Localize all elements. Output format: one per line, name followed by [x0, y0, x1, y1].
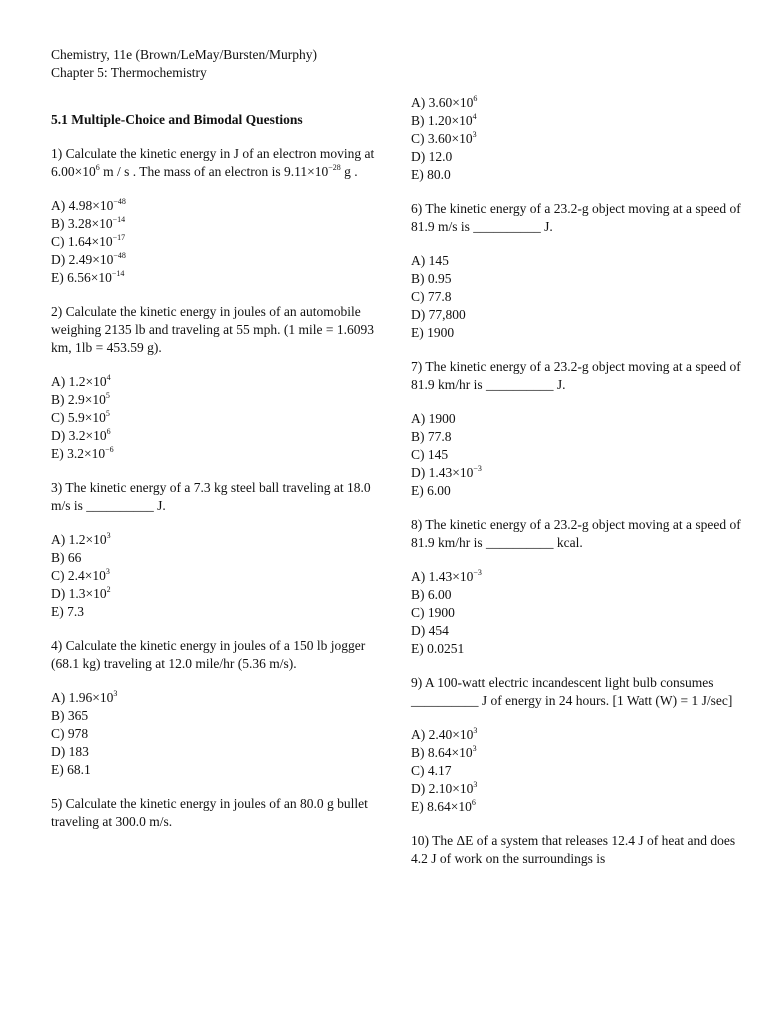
answer-choice: C) $1.64\times 10^{-17}$ [51, 232, 126, 249]
answer-choices [411, 410, 741, 500]
answer-choice: C) 1900 [411, 605, 455, 620]
right-column [411, 94, 741, 884]
answer-choice: A) $4.98\times 10^{-48}$ [51, 196, 126, 213]
question-text: 2) Calculate the kinetic energy in joules of an automobile weighing 2135 lb and traveling at 55 mph. (1 mile = 1.6093 km, 1lb = 453.59 g). [51, 304, 374, 355]
answer-choice: C) 4.17 [411, 763, 452, 778]
answer-choice: A) $1.96\times 10^3$ [51, 688, 118, 705]
question-9 [411, 674, 741, 816]
question-text: 3) The kinetic energy of a 7.3 kg steel ball traveling at 18.0 m/s is __________ J. [51, 480, 371, 513]
question-text: 1) Calculate the kinetic energy in J of an electron moving at $6.00\times 10^6$ m / s . The mass of an electron is $9.11\times 10^{-28}$ g . [51, 146, 375, 179]
answer-choice: B) 365 [51, 708, 89, 723]
question-4 [51, 637, 381, 779]
answer-choice: C) 77.8 [411, 289, 452, 304]
answer-choice: E) 1900 [411, 325, 455, 340]
question-text: 4) Calculate the kinetic energy in joules of a 150 lb jogger (68.1 kg) traveling at 12.0 mile/hr (5.36 m/s). [51, 638, 366, 671]
book-title: Chemistry, 11e (Brown/LeMay/Bursten/Murphy) [51, 47, 317, 62]
answer-choice: D) 12.0 [411, 149, 453, 164]
answer-choice: A) $2.40\times 10^3$ [411, 725, 478, 742]
answer-choices [411, 726, 741, 816]
question-2 [51, 303, 381, 463]
answer-choice: E) 68.1 [51, 762, 91, 777]
question-text: 6) The kinetic energy of a 23.2-g object moving at a speed of 81.9 m/s is __________ J. [411, 201, 741, 234]
answer-choice: A) 145 [411, 253, 449, 268]
answer-choice: C) $3.60\times 10^3$ [411, 129, 477, 146]
answer-choice: A) $1.2\times 10^4$ [51, 372, 111, 389]
answer-choice: B) $1.20\times 10^4$ [411, 111, 477, 128]
question-7 [411, 358, 741, 500]
answer-choice: B) 66 [51, 550, 82, 565]
answer-choice: A) $3.60\times 10^6$ [411, 93, 478, 110]
answer-choice: D) $2.49\times 10^{-48}$ [51, 250, 126, 267]
answer-choice: A) $1.43\times 10^{-3}$ [411, 567, 482, 584]
answer-choice: C) 145 [411, 447, 449, 462]
answer-choices [411, 568, 741, 658]
answer-choice: B) $2.9\times 10^5$ [51, 390, 110, 407]
answer-choice: C) $2.4\times 10^3$ [51, 566, 110, 583]
answer-choice: D) 454 [411, 623, 449, 638]
question-10 [411, 832, 741, 868]
answer-choices [51, 373, 381, 463]
left-column [51, 111, 381, 847]
answer-choices [51, 531, 381, 621]
question-1 [51, 145, 381, 287]
answer-choice: E) $6.56\times 10^{-14}$ [51, 268, 125, 285]
answer-choice: B) $3.28\times 10^{-14}$ [51, 214, 126, 231]
question-text: 9) A 100-watt electric incandescent light bulb consumes __________ J of energy in 24 hours. [1 Watt (W) = 1 J/sec] [411, 675, 733, 708]
answer-choice: B) 6.00 [411, 587, 452, 602]
answer-choice: D) $1.43\times 10^{-3}$ [411, 463, 482, 480]
answer-choices [51, 197, 381, 287]
answer-choices [51, 689, 381, 779]
question-6 [411, 200, 741, 342]
answer-choice: D) $3.2\times 10^6$ [51, 426, 111, 443]
chapter-title: Chapter 5: Thermochemistry [51, 65, 207, 80]
answer-choices-q5 [411, 94, 741, 184]
question-text: 5) Calculate the kinetic energy in joules of an 80.0 g bullet traveling at 300.0 m/s. [51, 796, 368, 829]
answer-choice: E) $3.2\times 10^{-6}$ [51, 444, 114, 461]
answer-choice: E) $8.64\times 10^6$ [411, 797, 476, 814]
answer-choice: E) 0.0251 [411, 641, 465, 656]
answer-choice: D) $2.10\times 10^3$ [411, 779, 478, 796]
answer-choice: D) $1.3\times 10^2$ [51, 584, 111, 601]
document-header [51, 46, 317, 82]
answer-choice: B) 0.95 [411, 271, 452, 286]
answer-choice: E) 80.0 [411, 167, 451, 182]
answer-choice: B) 77.8 [411, 429, 452, 444]
answer-choice: E) 7.3 [51, 604, 84, 619]
question-text: 7) The kinetic energy of a 23.2-g object moving at a speed of 81.9 km/hr is __________ J. [411, 359, 741, 392]
answer-choice: D) 183 [51, 744, 89, 759]
question-5 [51, 795, 381, 831]
answer-choice: C) $5.9\times 10^5$ [51, 408, 110, 425]
answer-choice: E) 6.00 [411, 483, 451, 498]
answer-choice: C) 978 [51, 726, 89, 741]
answer-choice: A) 1900 [411, 411, 456, 426]
question-text: 10) The ΔE of a system that releases 12.4 J of heat and does 4.2 J of work on the surroundings is [411, 833, 736, 866]
answer-choice: D) 77,800 [411, 307, 466, 322]
answer-choice: A) $1.2\times 10^3$ [51, 530, 111, 547]
section-title: 5.1 Multiple-Choice and Bimodal Questions [51, 112, 303, 127]
answer-choices [411, 252, 741, 342]
question-3 [51, 479, 381, 621]
question-text: 8) The kinetic energy of a 23.2-g object moving at a speed of 81.9 km/hr is __________ kcal. [411, 517, 741, 550]
answer-choice: B) $8.64\times 10^3$ [411, 743, 477, 760]
question-8 [411, 516, 741, 658]
